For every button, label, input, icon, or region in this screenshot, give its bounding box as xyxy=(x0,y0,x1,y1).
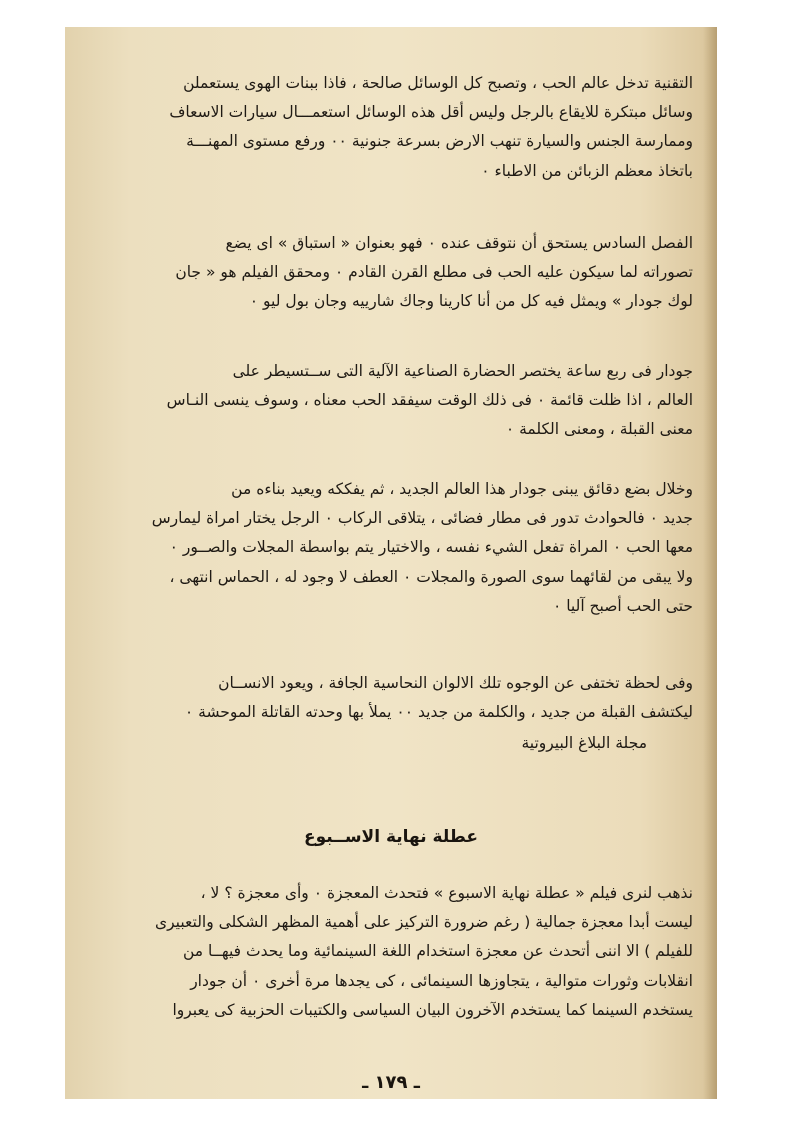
text-line: وسائل مبتكرة للايقاع بالرجل وليس أقل هذه الوسائل استعمـــال سيارات الاسعاف xyxy=(169,103,693,122)
text-line: يستخدم السينما كما يستخدم الآخرون البيان السياسى والكتيبات الحزبية كى يعبروا xyxy=(172,1000,693,1019)
section-heading: عطلة نهاية الاســبوع xyxy=(304,827,478,847)
text-line: تصوراته لما سيكون عليه الحب فى مطلع القرن القادم ٠ ومحقق الفيلم هو « جان xyxy=(175,263,693,282)
scanned-page xyxy=(65,27,717,1099)
text-line: باتخاذ معظم الزبائن من الاطباء ٠ xyxy=(481,161,693,180)
page-number: ـ ١٧٩ ـ xyxy=(362,1072,420,1093)
paragraph xyxy=(103,475,693,621)
source-attribution xyxy=(521,729,647,758)
text-line: الفصل السادس يستحق أن نتوقف عنده ٠ فهو بعنوان « استباق » اى يضع xyxy=(225,234,693,252)
source-text: مجلة البلاغ البيروتية xyxy=(521,734,647,752)
text-line: للفيلم ) الا اننى أتحدث عن معجزة استخدام اللغة السينمائية وما يحدث فيهــا من xyxy=(183,942,693,961)
paragraph xyxy=(103,879,693,1025)
text-line: ليكتشف القبلة من جديد ، والكلمة من جديد ٠٠ يملأ بها وحدته القاتلة الموحشة ٠ xyxy=(184,703,693,722)
paragraph xyxy=(103,229,693,317)
text-line: وفى لحظة تختفى عن الوجوه تلك الالوان النحاسية الجافة ، ويعود الانســان xyxy=(218,674,693,692)
text-line: لوك جودار » ويمثل فيه كل من أنا كارينا وجاك شارييه وجان بول ليو ٠ xyxy=(249,292,693,311)
text-line: حتى الحب أصبح آليا ٠ xyxy=(552,596,693,615)
text-line: وخلال بضع دقائق يبنى جودار هذا العالم الجديد ، ثم يفككه ويعيد بناءه من xyxy=(231,480,693,498)
text-line: جديد ٠ فالحوادث تدور فى مطار فضائى ، يتلاقى الركاب ٠ الرجل يختار امراة ليمارس xyxy=(151,509,693,528)
text-line: التقنية تدخل عالم الحب ، وتصبح كل الوسائل صالحة ، فاذا ببنات الهوى يستعملن xyxy=(183,74,693,92)
text-line: معها الحب ٠ المراة تفعل الشيء نفسه ، والاختيار يتم بواسطة المجلات والصــور ٠ xyxy=(169,538,693,557)
text-line: ليست أبدا معجزة جمالية ( رغم ضرورة التركيز على أهمية المظهر الشكلى والتعبيرى xyxy=(155,913,693,932)
text-line: جودار فى ربع ساعة يختصر الحضارة الصناعية الآلية التى ســتسيطر على xyxy=(232,362,693,380)
text-line: ولا يبقى من لقائهما سوى الصورة والمجلات ٠ العطف لا وجود له ، الحماس انتهى ، xyxy=(169,567,693,586)
text-line: نذهب لنرى فيلم « عطلة نهاية الاسبوع » فتحدث المعجزة ٠ وأى معجزة ؟ لا ، xyxy=(200,884,693,902)
text-line: العالم ، اذا ظلت قائمة ٠ فى ذلك الوقت سيفقد الحب معناه ، وسوف ينسى النـاس xyxy=(166,391,693,410)
paragraph xyxy=(103,357,693,445)
paragraph xyxy=(103,669,693,727)
text-line: وممارسة الجنس والسيارة تنهب الارض بسرعة جنونية ٠٠ ورفع مستوى المهنـــة xyxy=(186,132,693,151)
paragraph xyxy=(103,69,693,186)
text-line: معنى القبلة ، ومعنى الكلمة ٠ xyxy=(505,420,693,439)
text-line: انقلابات وثورات متوالية ، يتجاوزها السينمائى ، كى يجدها مرة أخرى ٠ أن جودار xyxy=(190,971,693,990)
